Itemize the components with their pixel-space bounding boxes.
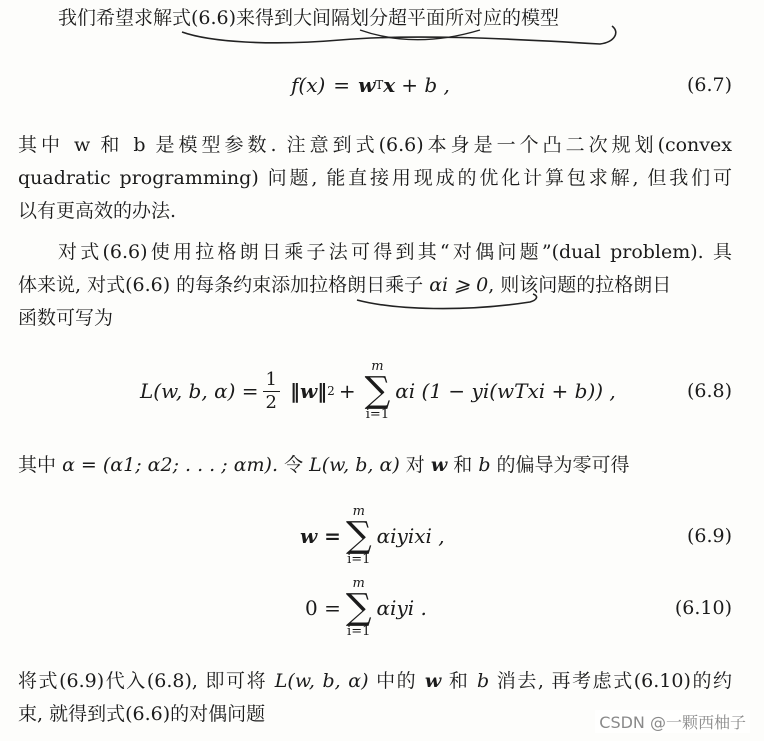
paragraph-line: 函数可写为 bbox=[18, 307, 114, 329]
equation-number: (6.7) bbox=[686, 74, 732, 96]
csdn-watermark: CSDN @一颗西柚子 bbox=[595, 710, 750, 733]
paragraph-line: 对式(6.6)使用拉格朗日乘子法可得到其“对偶问题”(dual problem). 具 bbox=[58, 241, 732, 263]
eq-lhs: 0 = bbox=[305, 596, 341, 620]
fraction-one-half: $\frac{1}{2}$ bbox=[263, 369, 280, 414]
equation-number: (6.10) bbox=[674, 597, 732, 619]
summation-symbol: m ∑ i=1 bbox=[345, 504, 372, 567]
paragraph-line: 束, 就得到式(6.6)的对偶问题 bbox=[18, 703, 266, 725]
equation-6-10 bbox=[0, 575, 764, 641]
paragraph-lagrange bbox=[18, 236, 732, 335]
eq-lhs: f(x) bbox=[291, 73, 326, 97]
paragraph-model-params bbox=[18, 129, 732, 228]
summation-symbol: m ∑ i=1 bbox=[345, 576, 372, 639]
eq-w: w bbox=[358, 73, 376, 97]
summation-symbol: m ∑ i=1 bbox=[364, 359, 391, 422]
paragraph-line: 以有更高效的办法. bbox=[18, 200, 177, 222]
eq-transpose: T bbox=[375, 78, 384, 92]
eq-x: x bbox=[383, 73, 396, 97]
paragraph-line: 将式(6.9)代入(6.8), 即可将 L(w, b, α) 中的 w 和 b 消去, 再考虑式(6.10)的约 bbox=[18, 670, 733, 692]
equation-number: (6.8) bbox=[686, 380, 732, 402]
equation-6-9 bbox=[0, 503, 764, 569]
paragraph-line: 我们希望求解式(6.6)来得到大间隔划分超平面所对应的模型 bbox=[58, 7, 560, 29]
equation-6-7: f(x) = w T x + b , (6.7) bbox=[0, 55, 764, 115]
eq-term: αiyi . bbox=[376, 596, 427, 620]
eq-term: αi (1 − yi(wTxi + b)) , bbox=[395, 379, 616, 403]
equation-number: (6.9) bbox=[686, 525, 732, 547]
eq-term: αiyixi , bbox=[376, 524, 445, 548]
alpha-definition: α = (α1; α2; . . . ; αm). bbox=[62, 454, 279, 476]
equation-6-8: L(w, b, α) = $\frac{1}{2}$ ‖w‖ 2 + m ∑ i=1 αi (1 − yi(wTxi + b)) , (6.8) bbox=[140, 359, 732, 422]
eq-lhs: L(w, b, α) = bbox=[140, 379, 259, 403]
paragraph-partial-derivatives bbox=[18, 449, 732, 482]
eq-b: + b , bbox=[401, 73, 450, 97]
paragraph-line: quadratic programming) 问题, 能直接用现成的优化计算包求解, 但我们可 bbox=[18, 167, 732, 189]
eq-lhs: w = bbox=[300, 524, 341, 548]
paragraph-intro bbox=[18, 2, 732, 35]
paragraph-line: 体来说, 对式(6.6) 的每条约束添加拉格朗日乘子 αi ⩾ 0, 则该问题的拉格朗日 bbox=[18, 274, 672, 296]
alpha-constraint: αi ⩾ 0 bbox=[429, 274, 489, 296]
paragraph-line: 其中 α = (α1; α2; . . . ; αm). 令 L(w, b, α) 对 w 和 b 的偏导为零可得 bbox=[18, 454, 630, 476]
paragraph-line: 其中 w 和 b 是模型参数. 注意到式(6.6)本身是一个凸二次规划(convex bbox=[18, 134, 732, 156]
eq-norm: ‖w‖ bbox=[289, 379, 328, 403]
